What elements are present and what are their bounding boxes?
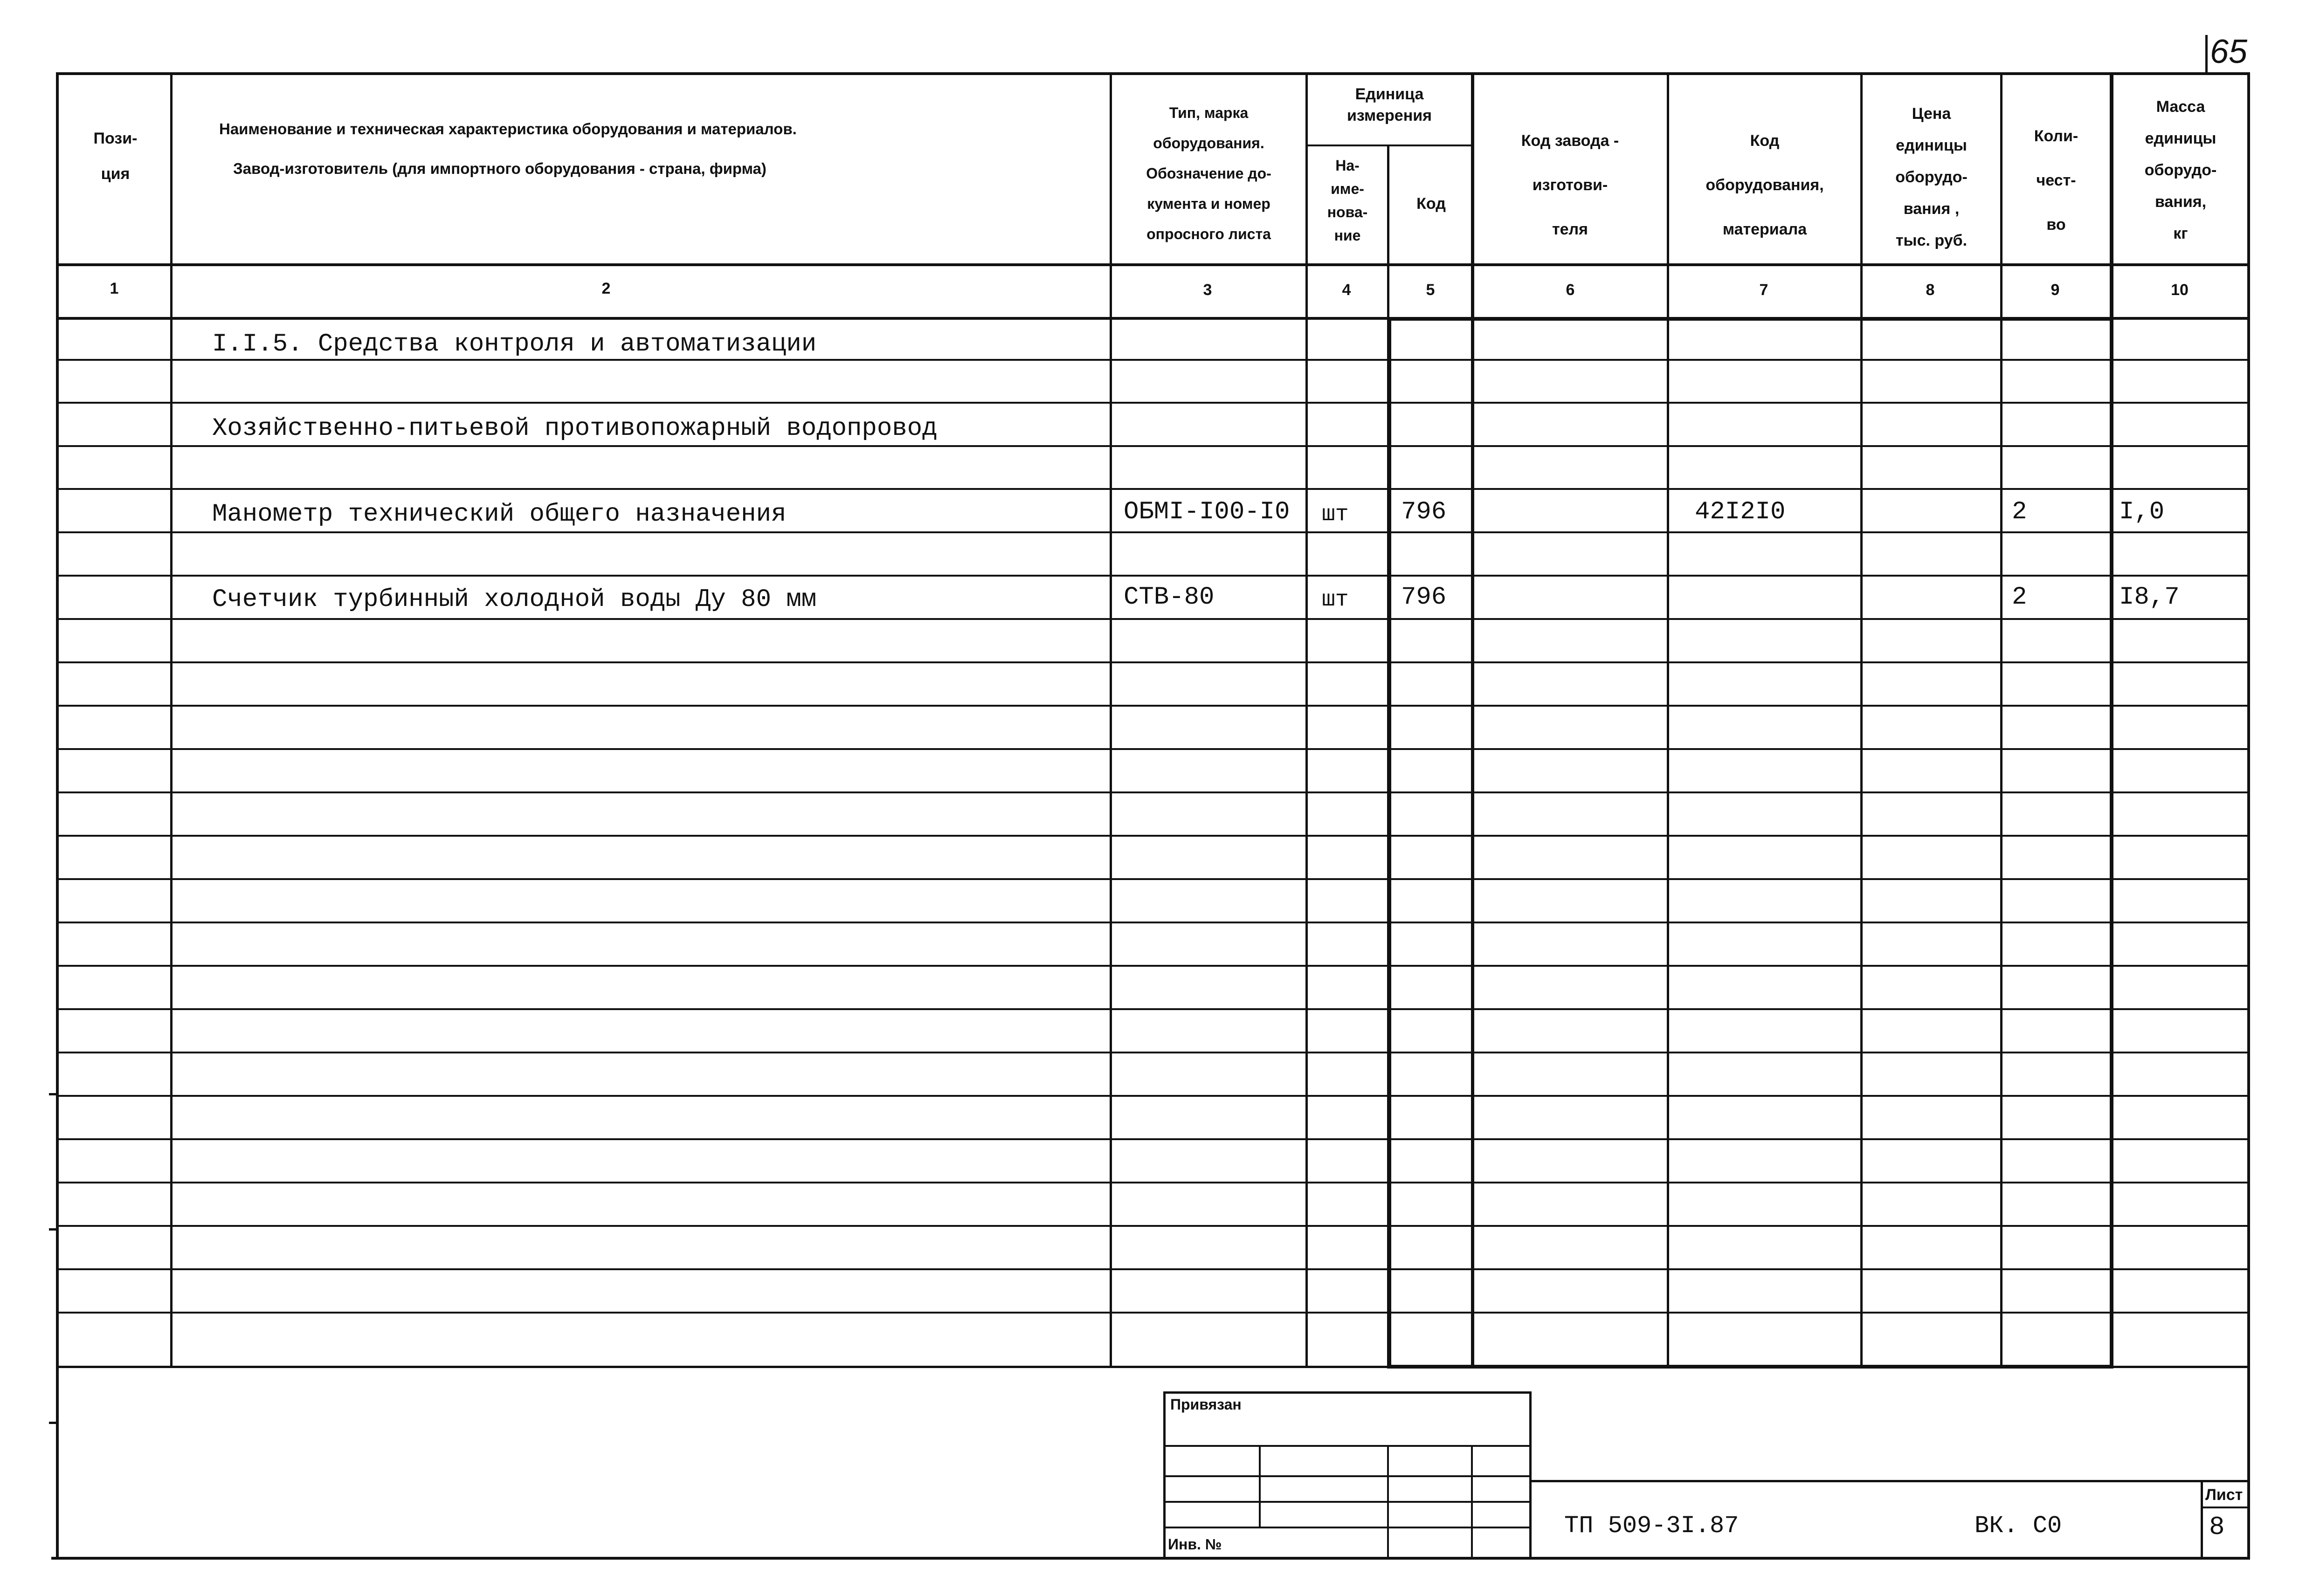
- header-unit-group: Единица измерения: [1347, 85, 1432, 124]
- thick-box-top: [1387, 317, 2113, 321]
- stamp-attached-label: Привязан: [1170, 1396, 1242, 1413]
- sheet-marker: 65: [2210, 33, 2248, 70]
- table-right-border: [2247, 72, 2250, 1559]
- column-number: 3: [1203, 281, 1212, 299]
- row-line: [56, 878, 2247, 880]
- frame-bottom: [51, 1557, 2250, 1560]
- col-line-7: [1860, 72, 1863, 1368]
- column-number: 9: [2051, 281, 2060, 299]
- col-line-1: [170, 72, 173, 1368]
- row-line: [56, 1052, 2247, 1053]
- margin-tick: [49, 1422, 58, 1424]
- row-line: [56, 445, 2247, 447]
- sheet-number: 8: [2209, 1512, 2225, 1542]
- column-number: 8: [1926, 281, 1935, 299]
- header-position: Пози- ция: [93, 130, 138, 183]
- row-line: [56, 1312, 2247, 1314]
- row-line: [56, 618, 2247, 620]
- row-equipment-code: 42I2I0: [1695, 498, 1786, 526]
- row-line: [56, 791, 2247, 793]
- table-left-border: [56, 72, 59, 1559]
- table-top-border: [56, 72, 2247, 75]
- row-name: Хозяйственно-питьевой противопожарный водопровод: [212, 414, 938, 443]
- col-line-6: [1667, 72, 1669, 1368]
- header-unit-code: Код: [1416, 195, 1446, 213]
- title-sheet-divider: [2201, 1480, 2203, 1559]
- row-name: Счетчик турбинный холодной воды Ду 80 мм: [212, 585, 817, 614]
- stamp-attached-box: [1163, 1391, 1532, 1557]
- row-line: [56, 965, 2247, 967]
- row-line: [56, 705, 2247, 707]
- row-line: [56, 531, 2247, 533]
- header-price: Цена единицы оборудо- вания , тыс. руб.: [1895, 105, 1968, 249]
- margin-tick: [49, 1228, 58, 1231]
- header-type: Тип, марка оборудования. Обозначение до- кумента и номер опросного листа: [1146, 104, 1271, 242]
- header-manufacturer-code: Код завода - изготови- теля: [1521, 132, 1619, 238]
- row-line: [56, 1095, 2247, 1097]
- header-mass: Масса единицы оборудо- вания, кг: [2144, 98, 2217, 242]
- header-name: Наименование и техническая характеристика оборудования и материалов. Завод-изготовитель (для импортного оборудования - страна, фирма): [219, 120, 797, 177]
- row-line: [56, 661, 2247, 663]
- row-line: [56, 748, 2247, 750]
- col-line-8: [2000, 72, 2002, 1368]
- row-line: [56, 1225, 2247, 1227]
- document-section: ВК. С0: [1975, 1512, 2062, 1540]
- title-line: [1532, 1480, 2247, 1482]
- row-line: [56, 488, 2247, 490]
- table-body-bottom: [56, 1366, 2247, 1368]
- document-code: ТП 509-3I.87: [1564, 1512, 1739, 1540]
- row-line: [56, 1182, 2247, 1183]
- row-mass: I8,7: [2119, 583, 2180, 612]
- col-line-9: [2110, 72, 2113, 1368]
- col-line-4-thick: [1387, 317, 1391, 1368]
- column-number: 5: [1426, 281, 1435, 299]
- column-number: 6: [1566, 281, 1575, 299]
- row-unit-code: 796: [1401, 583, 1447, 612]
- unit-group-divider: [1305, 144, 1473, 146]
- row-unit: шт: [1322, 502, 1349, 527]
- row-line: [56, 359, 2247, 361]
- row-line: [56, 1268, 2247, 1270]
- column-number: 4: [1342, 281, 1351, 299]
- row-unit-code: 796: [1401, 498, 1447, 526]
- column-number: 2: [601, 280, 611, 297]
- row-type: СТВ-80: [1124, 583, 1215, 612]
- row-unit: шт: [1322, 587, 1349, 612]
- row-quantity: 2: [2012, 498, 2027, 526]
- row-name: I.I.5. Средства контроля и автоматизации: [212, 330, 817, 358]
- row-mass: I,0: [2119, 498, 2165, 526]
- row-type: ОБМI-I00-I0: [1124, 498, 1290, 526]
- column-number: 1: [110, 280, 119, 297]
- row-quantity: 2: [2012, 583, 2027, 612]
- header-unit-name: На- име- нова- ние: [1327, 157, 1368, 244]
- column-number: 10: [2171, 281, 2189, 299]
- col-line-3: [1305, 72, 1308, 1368]
- stamp-inv-label: Инв. №: [1168, 1536, 1222, 1553]
- row-line: [56, 575, 2247, 577]
- header-divider: [56, 263, 2247, 266]
- column-number: 7: [1759, 281, 1768, 299]
- row-line: [56, 1138, 2247, 1140]
- row-line: [56, 835, 2247, 837]
- col-line-2: [1110, 72, 1112, 1368]
- marker-divider: [2205, 35, 2208, 72]
- sheet-label: Лист: [2205, 1486, 2243, 1504]
- row-line: [56, 922, 2247, 923]
- col-line-5: [1471, 72, 1474, 1368]
- header-quantity: Коли- чест- во: [2034, 127, 2078, 234]
- sheet-label-divider: [2201, 1507, 2247, 1508]
- col-line-4: [1387, 144, 1389, 317]
- row-line: [56, 1008, 2247, 1010]
- row-name: Манометр технический общего назначения: [212, 500, 787, 529]
- header-equipment-code: Код оборудования, материала: [1705, 132, 1824, 238]
- margin-tick: [49, 1093, 58, 1095]
- row-line: [56, 402, 2247, 404]
